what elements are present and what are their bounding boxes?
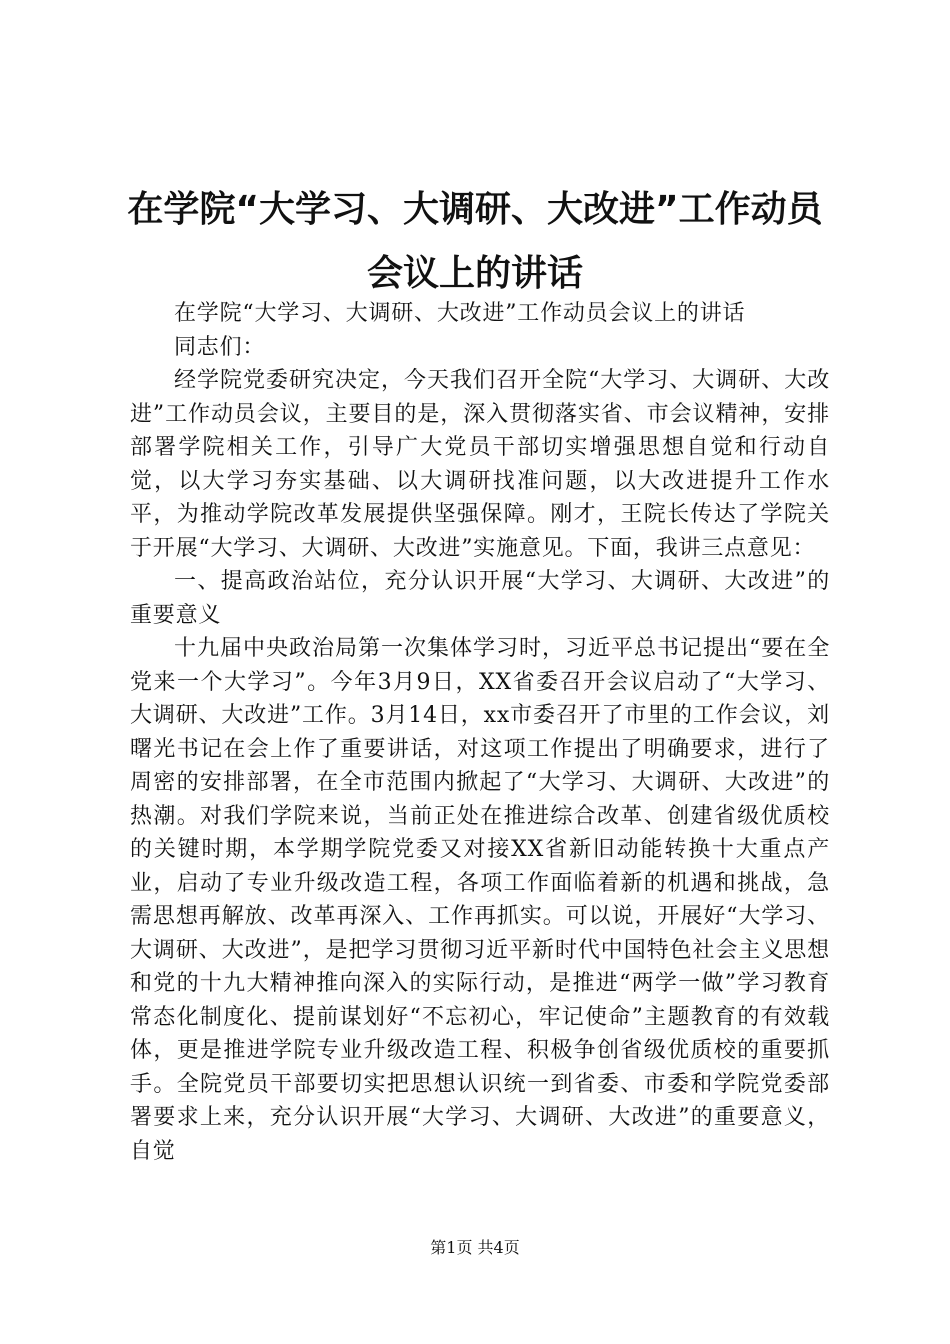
body-paragraph-intro: 经学院党委研究决定，今天我们召开全院“大学习、大调研、大改进”工作动员会议，主要目的是，深入贯彻落实省、市会议精神，安排部署学院相关工作，引导广大党员干部切实增强思想自觉和行动自觉，以大学习夯实基础、以大调研找准问题，以大改进提升工作水平，为推动学院改革发展提供坚强保障。刚才，王院长传达了学院关于开展“大学习、大调研、大改进”实施意见。下面，我讲三点意见： [130, 368, 830, 561]
greeting-paragraph: 同志们： [174, 334, 266, 360]
subtitle-paragraph: 在学院“大学习、大调研、大改进”工作动员会议上的讲话 [174, 301, 746, 326]
page-number-footer: 第1页 共4页 [430, 1238, 520, 1257]
body-paragraph-section-1: 十九届中央政治局第一次集体学习时，习近平总书记提出“要在全党来一个大学习”。今年3月9日，XX省委召开会议启动了“大学习、大调研、大改进”工作。3月14日，xx市委召开了市里的工作会议，刘曙光书记在会上作了重要讲话，对这项工作提出了明确要求，进行了周密的安排部署，在全市范围内掀起了“大学习、大调研、大改进”的热潮。对我们学院来说，当前正处在推进综合改革、创建省级优质校的关键时期，本学期学院党委又对接XX省新旧动能转换十大重点产业，启动了专业升级改造工程，各项工作面临着新的机遇和挑战，急需思想再解放、改革再深入、工作再抓实。可以说，开展好“大学习、大调研、大改进”，是把学习贯彻习近平新时代中国特色社会主义思想和党的十九大精神推向深入的实际行动，是推进“两学一做”学习教育常态化制度化、提前谋划好“不忘初心，牢记使命”主题教育的有效载体，更是推进学院专业升级改造工程、积极争创省级优质校的重要抓手。全院党员干部要切实把思想认识统一到省委、市委和学院党委部署要求上来，充分认识开展“大学习、大调研、大改进”的重要意义，自觉 [130, 636, 830, 1164]
document-title: 在学院“大学习、大调研、大改进”工作动员会议上的讲话 [127, 189, 823, 294]
section-heading-1: 一、提高政治站位，充分认识开展“大学习、大调研、大改进”的重要意义 [130, 569, 830, 628]
document-body [130, 297, 830, 1168]
